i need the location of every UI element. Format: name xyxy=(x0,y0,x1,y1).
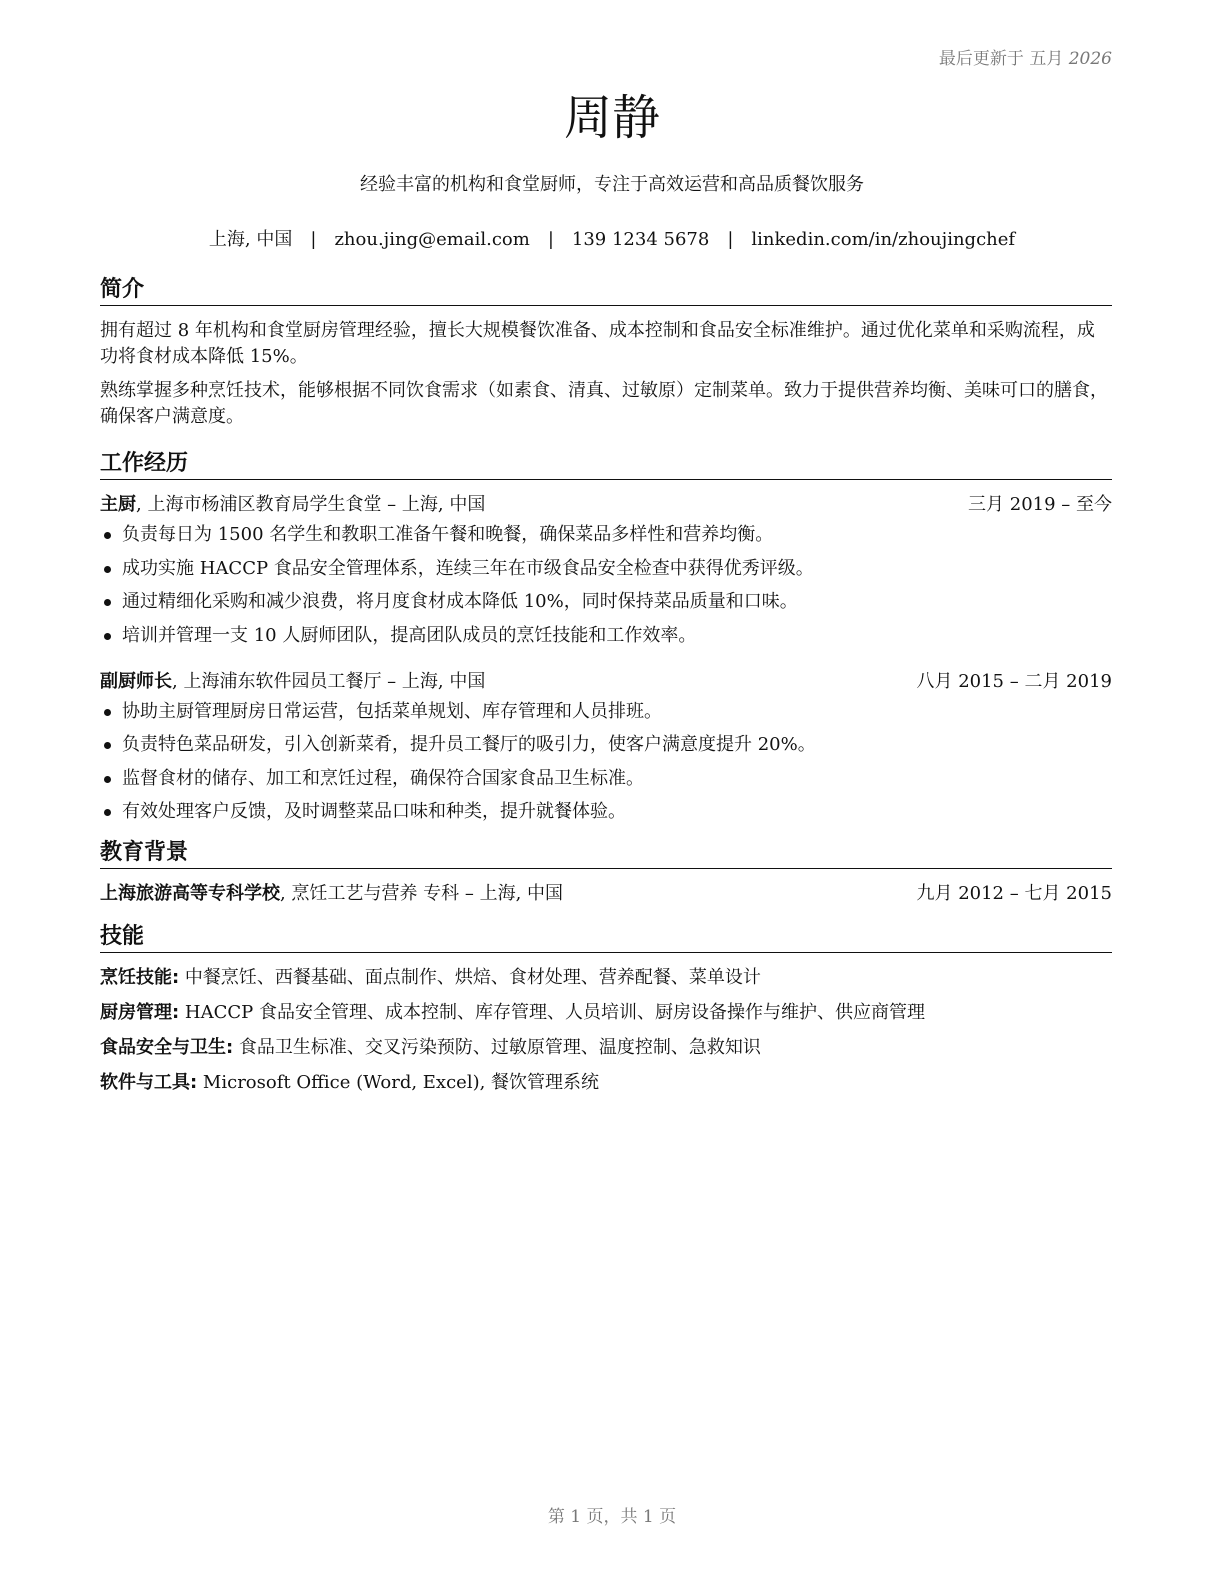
job-bullet: 负责每日为 1500 名学生和教职工准备午餐和晚餐，确保菜品多样性和营养均衡。 xyxy=(100,522,1112,548)
contact-linkedin[interactable]: linkedin.com/in/zhoujingchef xyxy=(751,229,1016,250)
skill-row xyxy=(100,1035,1112,1061)
summary-title: 简介 xyxy=(100,276,1112,306)
contact-separator: | xyxy=(727,229,734,250)
job-entry xyxy=(100,669,1112,826)
education-entry xyxy=(100,881,1112,907)
job-bullet: 有效处理客户反馈，及时调整菜品口味和种类，提升就餐体验。 xyxy=(100,799,1112,825)
job-bullets xyxy=(100,522,1112,649)
job-heading xyxy=(100,669,485,695)
job-org: , 上海市杨浦区教育局学生食堂 – 上海, 中国 xyxy=(136,494,486,515)
job-bullet: 负责特色菜品研发，引入创新菜肴，提升员工餐厅的吸引力，使客户满意度提升 20%。 xyxy=(100,732,1112,758)
job-dates: 八月 2015 – 二月 2019 xyxy=(916,670,1112,692)
summary-paragraph: 熟练掌握多种烹饪技术，能够根据不同饮食需求（如素食、清真、过敏原）定制菜单。致力于提供营养均衡、美味可口的膳食，确保客户满意度。 xyxy=(100,380,1108,427)
skill-label: 厨房管理: xyxy=(100,1002,180,1023)
job-bullets xyxy=(100,699,1112,826)
contact-separator: | xyxy=(547,229,554,250)
skill-label: 软件与工具: xyxy=(100,1072,198,1093)
job-header xyxy=(100,492,1112,518)
last-updated xyxy=(939,44,1112,69)
job-bullet: 协助主厨管理厨房日常运营，包括菜单规划、库存管理和人员排班。 xyxy=(100,699,1112,725)
skill-label: 食品安全与卫生: xyxy=(100,1037,234,1058)
experience-title: 工作经历 xyxy=(100,450,1112,480)
contact-email[interactable]: zhou.jing@email.com xyxy=(334,229,530,250)
job-bullet: 培训并管理一支 10 人厨师团队，提高团队成员的烹饪技能和工作效率。 xyxy=(100,623,1112,649)
skills-section xyxy=(100,923,1112,1096)
education-dates: 九月 2012 – 七月 2015 xyxy=(916,883,1112,904)
skill-value: Microsoft Office (Word, Excel), 餐饮管理系统 xyxy=(197,1072,600,1093)
skills-title: 技能 xyxy=(100,923,1112,953)
skill-value: HACCP 食品安全管理、成本控制、库存管理、人员培训、厨房设备操作与维护、供应商管理 xyxy=(179,1002,925,1023)
resume-name: 周静 xyxy=(563,90,660,146)
education-title: 教育背景 xyxy=(100,839,1112,869)
skill-row xyxy=(100,1000,1112,1026)
skill-row xyxy=(100,1070,1112,1096)
job-role: 主厨 xyxy=(100,494,136,515)
skill-row xyxy=(100,965,1112,991)
job-heading xyxy=(100,492,485,518)
job-dates: 三月 2019 – 至今 xyxy=(968,494,1112,515)
resume-body xyxy=(100,276,1112,1105)
skill-value: 食品卫生标准、交叉污染预防、过敏原管理、温度控制、急救知识 xyxy=(233,1037,761,1058)
contact-location: 上海, 中国 xyxy=(208,229,293,250)
summary-paragraph: 拥有超过 8 年机构和食堂厨房管理经验，擅长大规模餐饮准备、成本控制和食品安全标准维护。通过优化菜单和采购流程，成功将食材成本降低 15%。 xyxy=(100,320,1095,367)
job-header xyxy=(100,669,1112,695)
education-detail: , 烹饪工艺与营养 专科 – 上海, 中国 xyxy=(280,883,564,904)
contact-phone[interactable]: 139 1234 5678 xyxy=(571,229,710,250)
skill-value: 中餐烹饪、西餐基础、面点制作、烘焙、食材处理、营养配餐、菜单设计 xyxy=(179,967,761,988)
education-heading xyxy=(100,881,563,907)
skill-label: 烹饪技能: xyxy=(100,967,180,988)
job-org: , 上海浦东软件园员工餐厅 – 上海, 中国 xyxy=(172,670,486,692)
job-bullet: 成功实施 HACCP 食品安全管理体系，连续三年在市级食品安全检查中获得优秀评级。 xyxy=(100,556,1112,582)
page-footer: 第 1 页，共 1 页 xyxy=(547,1507,677,1527)
education-section xyxy=(100,839,1112,907)
summary-section xyxy=(100,276,1112,430)
education-school: 上海旅游高等专科学校 xyxy=(100,883,280,904)
job-bullet: 监督食材的储存、加工和烹饪过程，确保符合国家食品卫生标准。 xyxy=(100,766,1112,792)
job-role: 副厨师长 xyxy=(100,670,172,692)
experience-section xyxy=(100,450,1112,825)
job-bullet: 通过精细化采购和减少浪费，将月度食材成本降低 10%，同时保持菜品质量和口味。 xyxy=(100,589,1112,615)
tagline: 经验丰富的机构和食堂厨师，专注于高效运营和高品质餐饮服务 xyxy=(360,174,864,195)
job-entry xyxy=(100,492,1112,649)
contact-line xyxy=(0,225,1224,251)
last-updated-label: 最后更新于 五月 xyxy=(938,49,1064,69)
contact-separator: | xyxy=(310,229,317,250)
last-updated-year: 2026 xyxy=(1068,49,1112,69)
